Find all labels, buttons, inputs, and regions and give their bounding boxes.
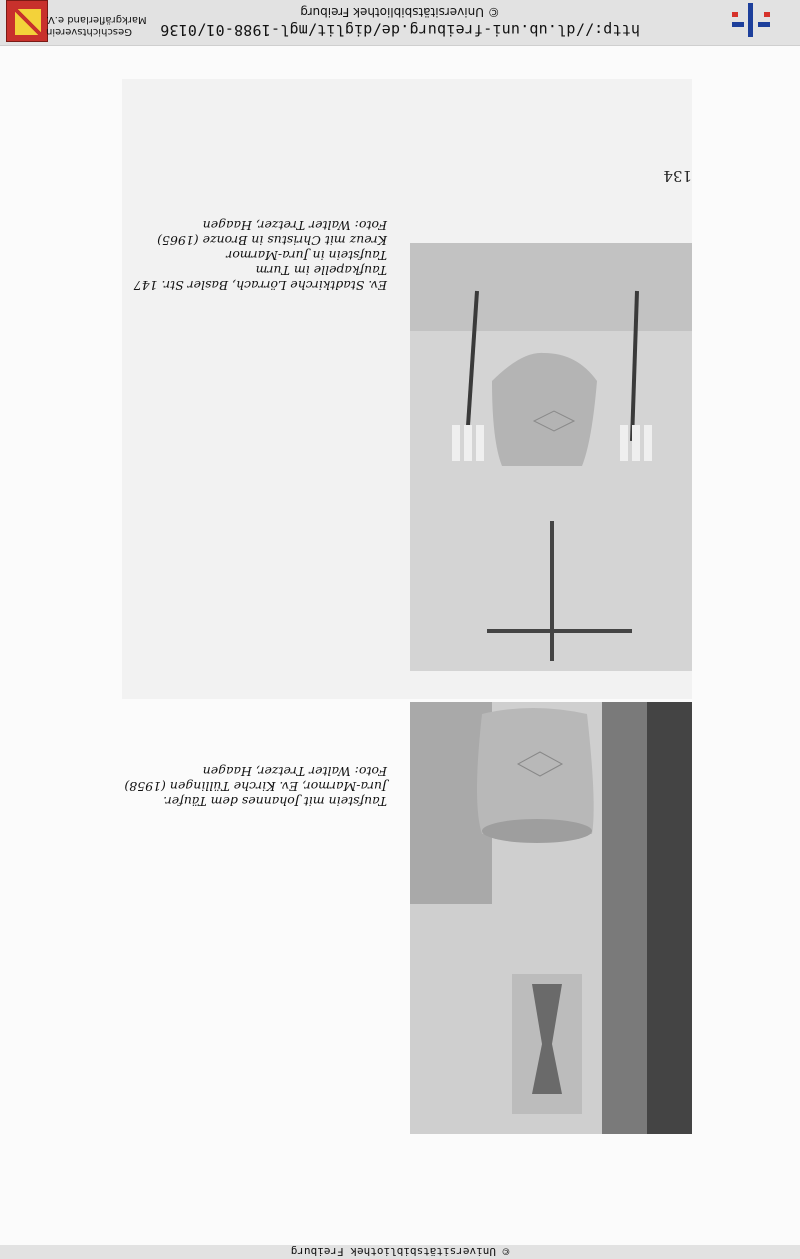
photo-font-with-cross [410,243,692,671]
footer-copyright: © Universitätsbibliothek Freiburg [290,1245,510,1259]
copyright-label: © Universitätsbibliothek Freiburg [300,5,500,19]
document-url[interactable]: http://dl.ub.uni-freiburg.de/diglit/mgl-1988-01/0136 [160,21,640,39]
society-crest-icon [6,0,48,42]
page-number: 134 [663,167,692,185]
viewer-footer [0,1245,800,1259]
society-label: Geschichtsverein Markgräflerland e.V. [46,14,147,37]
library-logo-icon [732,3,770,37]
caption-font-john-baptist: Taufstein mit Johannes dem Täufer. Jura-Marmor, Ev. Kirche Tüllingen (1958) Foto: Walter Tretzer, Haagen [124,764,387,809]
caption-font-with-cross: Ev. Stadtkirche Lörrach, Basler Str. 147 Taufkapelle im Turm Taufstein in Jura-Marmor Kreuz mit Christus in Bronze (1965) Foto: Walter Tretzer, Haagen [133,218,387,293]
photo-font-john-baptist [410,702,692,1134]
